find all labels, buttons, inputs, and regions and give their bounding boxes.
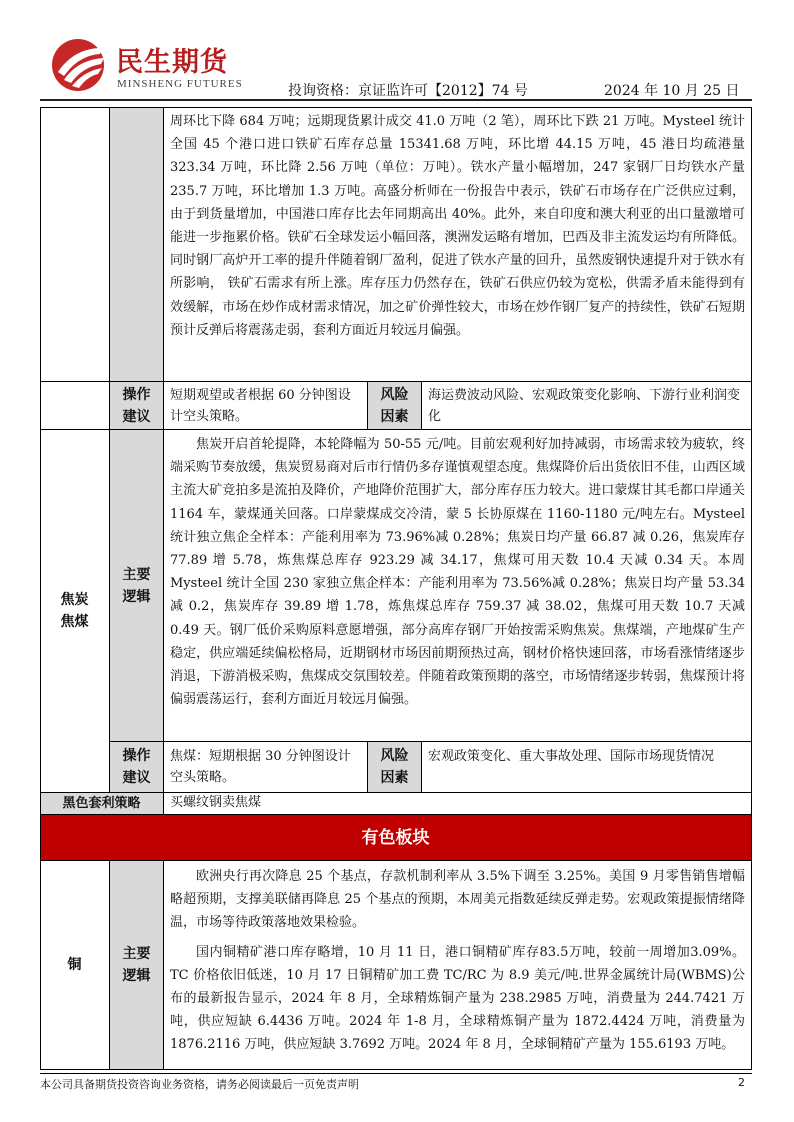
- nonferrous-section-banner: [40, 815, 752, 861]
- iron-ore-logic-text: 周环比下降 684 万吨；远期现货累计成交 41.0 万吨（2 笔），周环比下跌 21 万吨。Mysteel 统计全国 45 个港口进口铁矿石库存总量 15341.68 万吨，环比增 44.15 万吨，45 港日均疏港量 323.34 万吨，环比降 2.56 万吨（单位：万吨）。铁水产量小幅增加，247 家钢厂日均铁水产量 235.7 万吨，环比增加 1.3 万吨。高盛分析师在一份报告中表示，铁矿石市场存在广泛供应过剩，由于到货量增加，中国港口库存比去年同期高出 40%。此外，来自印度和澳大利亚的出口量激增可能进一步拖累价格。铁矿石全球发运小幅回落，澳洲发运略有增加，巴西及非主流发运均有所降低。同时钢厂高炉开工率的提升伴随着钢厂盈利，促进了铁水产量的回升，虽然废钢快速提升对于铁水有所影响， 铁矿石需求有所上涨。库存压力仍然存在，铁矿石供应仍较为宽松，供需矛盾未能得到有效缓解，市场在炒作成材需求情况，加之矿价弹性较大，市场在炒作钢厂复产的持续性，铁矿石短期预计反弹后将震荡走弱，套利方面近月较远月偏强。: [170, 114, 745, 338]
- arbitrage-text: 买螺纹钢卖焦煤: [170, 795, 262, 810]
- iron-ore-risk-text: 海运费波动风险、宏观政策变化影响、下游行业利润变化: [428, 388, 741, 424]
- iron-ore-logic-label-cell: [110, 107, 164, 382]
- copper-logic-label: 主要逻辑: [122, 946, 151, 984]
- coke-product-label: 焦炭: [60, 592, 89, 608]
- coke-ops-label: 操作建议: [122, 748, 151, 786]
- iron-ore-risk-cell: [422, 382, 752, 430]
- iron-ore-risk-label-cell: [368, 382, 422, 430]
- coke-logic-label: 主要逻辑: [122, 566, 151, 605]
- report-date: 2024 年 10 月 25 日: [604, 83, 740, 99]
- arbitrage-cell: [164, 793, 752, 815]
- copper-logic-label-cell: [110, 861, 164, 1070]
- commodity-analysis-table: [40, 107, 752, 1070]
- footer-disclaimer: 本公司具备期货投资咨询业务资格，请务必阅读最后一页免责声明: [40, 1078, 359, 1091]
- coke-ops-label-cell: [110, 742, 164, 793]
- iron-ore-risk-label: 风险因素: [380, 386, 409, 425]
- iron-ore-ops-text: 短期观望或者根据 60 分钟图设计空头策略。: [170, 388, 351, 424]
- coke-risk-cell: [422, 742, 752, 793]
- iron-ore-ops-cell: [164, 382, 368, 430]
- header-divider: [40, 99, 752, 101]
- coke-risk-label-cell: [368, 742, 422, 793]
- page-number: 2: [738, 1076, 745, 1089]
- coking-coal-product-label: 焦煤: [60, 614, 89, 630]
- company-name-en: MINSHENG FUTURES: [117, 78, 243, 90]
- coke-ops-cell: [164, 742, 368, 793]
- minsheng-logo-icon: [48, 38, 108, 92]
- arbitrage-label: 黑色套利策略: [62, 795, 141, 811]
- coke-ops-text: 焦煤：短期根据 30 分钟图设计空头策略。: [170, 749, 351, 785]
- coke-risk-text: 宏观政策变化、重大事故处理、国际市场现货情况: [428, 749, 715, 764]
- copper-supply-text: 国内铜精矿港口库存略增，10 月 11 日，港口铜精矿库存83.5万吨，较前一周增加3.09%。TC 价格依旧低迷，10 月 17 日铜精矿加工费 TC/RC 为 8.9 美元/吨.世界金属统计局(WBMS)公布的最新报告显示，2024 年 8 月，全球精炼铜产量为 238.2985 万吨，消费量为 244.7421 万吨，供应短缺 6.4436 万吨。2024 年 1-8 月，全球精炼铜产量为 1872.4424 万吨，消费量为 1876.2116 万吨，供应短缺 3.7692 万吨。2024 年 8 月，全球铜精矿产量为 155.6193 万吨。: [170, 944, 745, 1053]
- nonferrous-section-title: 有色板块: [361, 828, 430, 848]
- copper-macro-text: 欧洲央行再次降息 25 个基点，存款机制利率从 3.5%下调至 3.25%。美国 9 月零售销售增幅略超预期，支撑美联储再降息 25 个基点的预期，本周美元指数延续反弹走势。宏观政策提振情绪降温，市场等待政策落地效果检验。: [170, 869, 745, 931]
- company-name-cn: 民生期货: [116, 47, 228, 78]
- coke-product-cell: [40, 430, 110, 793]
- copper-product-cell: [40, 861, 110, 1070]
- coke-logic-text: 焦炭开启首轮提降，本轮降幅为 50-55 元/吨。目前宏观利好加持减弱，市场需求较为疲软，终端采购节奏放缓，焦炭贸易商对后市行情仍多存谨慎观望态度。焦煤降价后出货依旧不佳，山西区域主流大矿竞拍多是流拍及降价，产地降价范围扩大，部分库存压力较大。进口蒙煤甘其毛都口岸通关 1164 车，蒙煤通关回落。口岸蒙煤成交冷清，蒙 5 长协原煤在 1160-1180 元/吨左右。Mysteel 统计独立焦企全样本：产能利用率为 73.96%减 0.28%；焦炭日均产量 66.87 减 0.26，焦炭库存 77.89 增 5.78，炼焦煤总库存 923.29 减 34.17，焦煤可用天数 10.4 天减 0.34 天。本周 Mysteel 统计全国 230 家独立焦企样本：产能利用率为 73.56%减 0.28%；焦炭日均产量 53.34 减 0.2，焦炭库存 39.89 增 1.78，炼焦煤总库存 759.37 减 38.02，焦煤可用天数 10.7 天减 0.49 天。钢厂低价采购原料意愿增强，部分高库存钢厂开始按需采购焦炭。焦煤端，产地煤矿生产稳定，供应端延续偏松格局，近期钢材市场因前期预热过高，钢材价格快速回落，市场看涨情绪逐步消退，下游消极采购，焦煤成交氛围较差。伴随着政策预期的落空，市场情绪逐步转弱，焦煤预计将偏弱震荡运行，套利方面近月较远月偏强。: [170, 437, 745, 708]
- copper-logic-cell: [164, 861, 752, 1070]
- copper-product-label: 铜: [67, 957, 82, 973]
- iron-ore-ops-label: 操作建议: [122, 386, 151, 425]
- iron-ore-product-cell: [40, 107, 110, 382]
- iron-ore-ops-label-cell: [110, 382, 164, 430]
- coke-risk-label: 风险因素: [380, 748, 409, 786]
- footer-divider: [40, 1073, 752, 1074]
- iron-ore-logic-cell: [164, 107, 752, 382]
- page-header: [0, 0, 794, 104]
- arbitrage-label-cell: [40, 793, 164, 815]
- iron-ore-ops-empty-cell: [40, 382, 110, 430]
- coke-logic-cell: [164, 430, 752, 742]
- qualification-text: 投询资格：京证监许可【2012】74 号: [288, 83, 528, 99]
- coke-logic-label-cell: [110, 430, 164, 742]
